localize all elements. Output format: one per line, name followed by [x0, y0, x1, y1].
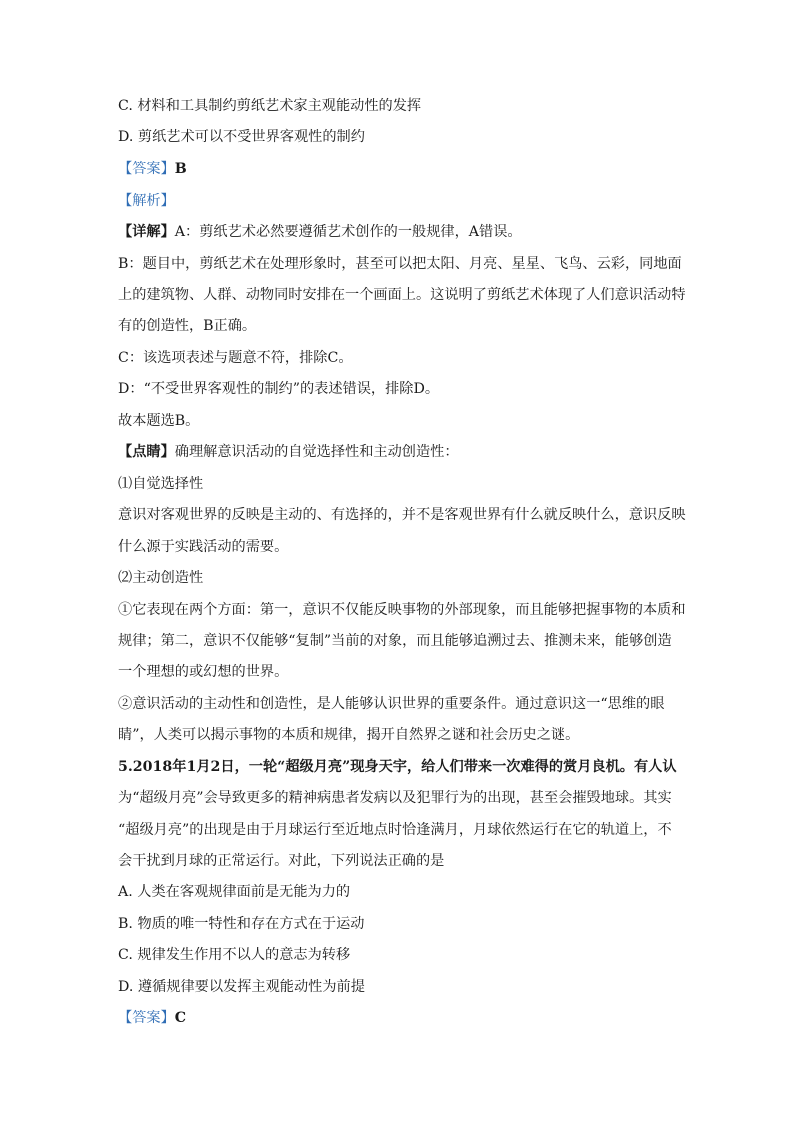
question-5-option-a: A. 人类在客观规律面前是无能为力的	[118, 884, 351, 900]
tip-line	[118, 442, 459, 462]
answer-value: B	[174, 161, 187, 177]
detail-a-line	[118, 222, 522, 242]
detail-b-line-3: 有的创造性，B正确。	[118, 318, 257, 334]
detail-c-line: C：该选项表述与题意不符，排除C。	[118, 350, 353, 366]
detail-b-line-2: 上的建筑物、人群、动物同时安排在一个画面上。这说明了剪纸艺术体现了人们意识活动特	[118, 287, 686, 303]
subheading-2: ⑵主动创造性	[118, 570, 204, 586]
question-5-option-b: B. 物质的唯一特性和存在方式在于运动	[118, 916, 365, 932]
option-d-line: D. 剪纸艺术可以不受世界客观性的制约	[118, 129, 365, 145]
detail-a-text: A：剪纸艺术必然要遵循艺术创作的一般规律，A错误。	[174, 224, 522, 240]
answer-tag-2: 【答案】	[118, 1010, 175, 1026]
answer-line-2	[118, 1008, 186, 1028]
subheading-1: ⑴自觉选择性	[118, 476, 204, 492]
question-5-option-c: C. 规律发生作用不以人的意志为转移	[118, 947, 351, 963]
question-5-line-2: 为“超级月亮”会导致更多的精神病患者发病以及犯罪行为的出现，甚至会摧毁地球。其实	[118, 790, 672, 806]
sub1-paragraph-line-2: 什么源于实践活动的需要。	[118, 539, 289, 555]
sub2-paragraph-line-1: ①它表现在两个方面：第一，意识不仅能反映事物的外部现象，而且能够把握事物的本质和	[118, 602, 686, 618]
analysis-tag: 【解析】	[118, 193, 175, 209]
question-5-option-d: D. 遵循规律要以发挥主观能动性为前提	[118, 979, 365, 995]
sub2-paragraph-line-5: 睛”，人类可以揭示事物的本质和规律，揭开自然界之谜和社会历史之谜。	[118, 727, 580, 743]
sub1-paragraph-line-1: 意识对客观世界的反映是主动的、有选择的，并不是客观世界有什么就反映什么，意识反映	[118, 507, 686, 523]
tip-tag: 【点睛】	[118, 444, 175, 460]
answer-tag: 【答案】	[118, 161, 175, 177]
question-5-line-1: 5.2018年1月2日，一轮“超级月亮”现身天宇，给人们带来一次难得的赏月良机。有人认	[118, 759, 677, 775]
tip-text: 确理解意识活动的自觉选择性和主动创造性：	[174, 444, 459, 460]
question-5-line-3: “超级月亮”的出现是由于月球运行至近地点时恰逢满月，月球依然运行在它的轨道上，不	[118, 822, 672, 838]
sub2-paragraph-line-2: 规律；第二，意识不仅能够“复制”当前的对象，而且能够追溯过去、推测未来，能够创造	[118, 633, 672, 649]
conclusion-line: 故本题选B。	[118, 413, 200, 429]
sub2-paragraph-line-3: 一个理想的或幻想的世界。	[118, 664, 289, 680]
option-c-line: C. 材料和工具制约剪纸艺术家主观能动性的发挥	[118, 98, 422, 114]
question-5-line-4: 会干扰到月球的正常运行。对此，下列说法正确的是	[118, 853, 445, 869]
detail-b-line-1: B：题目中，剪纸艺术在处理形象时，甚至可以把太阳、月亮、星星、飞鸟、云彩，同地面	[118, 256, 682, 272]
answer-value-2: C	[174, 1010, 187, 1026]
detail-d-line: D：“不受世界客观性的制约”的表述错误，排除D。	[118, 381, 440, 397]
sub2-paragraph-line-4: ②意识活动的主动性和创造性，是人能够认识世界的重要条件。通过意识这一“思维的眼	[118, 696, 665, 712]
detail-tag: 【详解】	[118, 224, 175, 240]
answer-line	[118, 159, 187, 179]
